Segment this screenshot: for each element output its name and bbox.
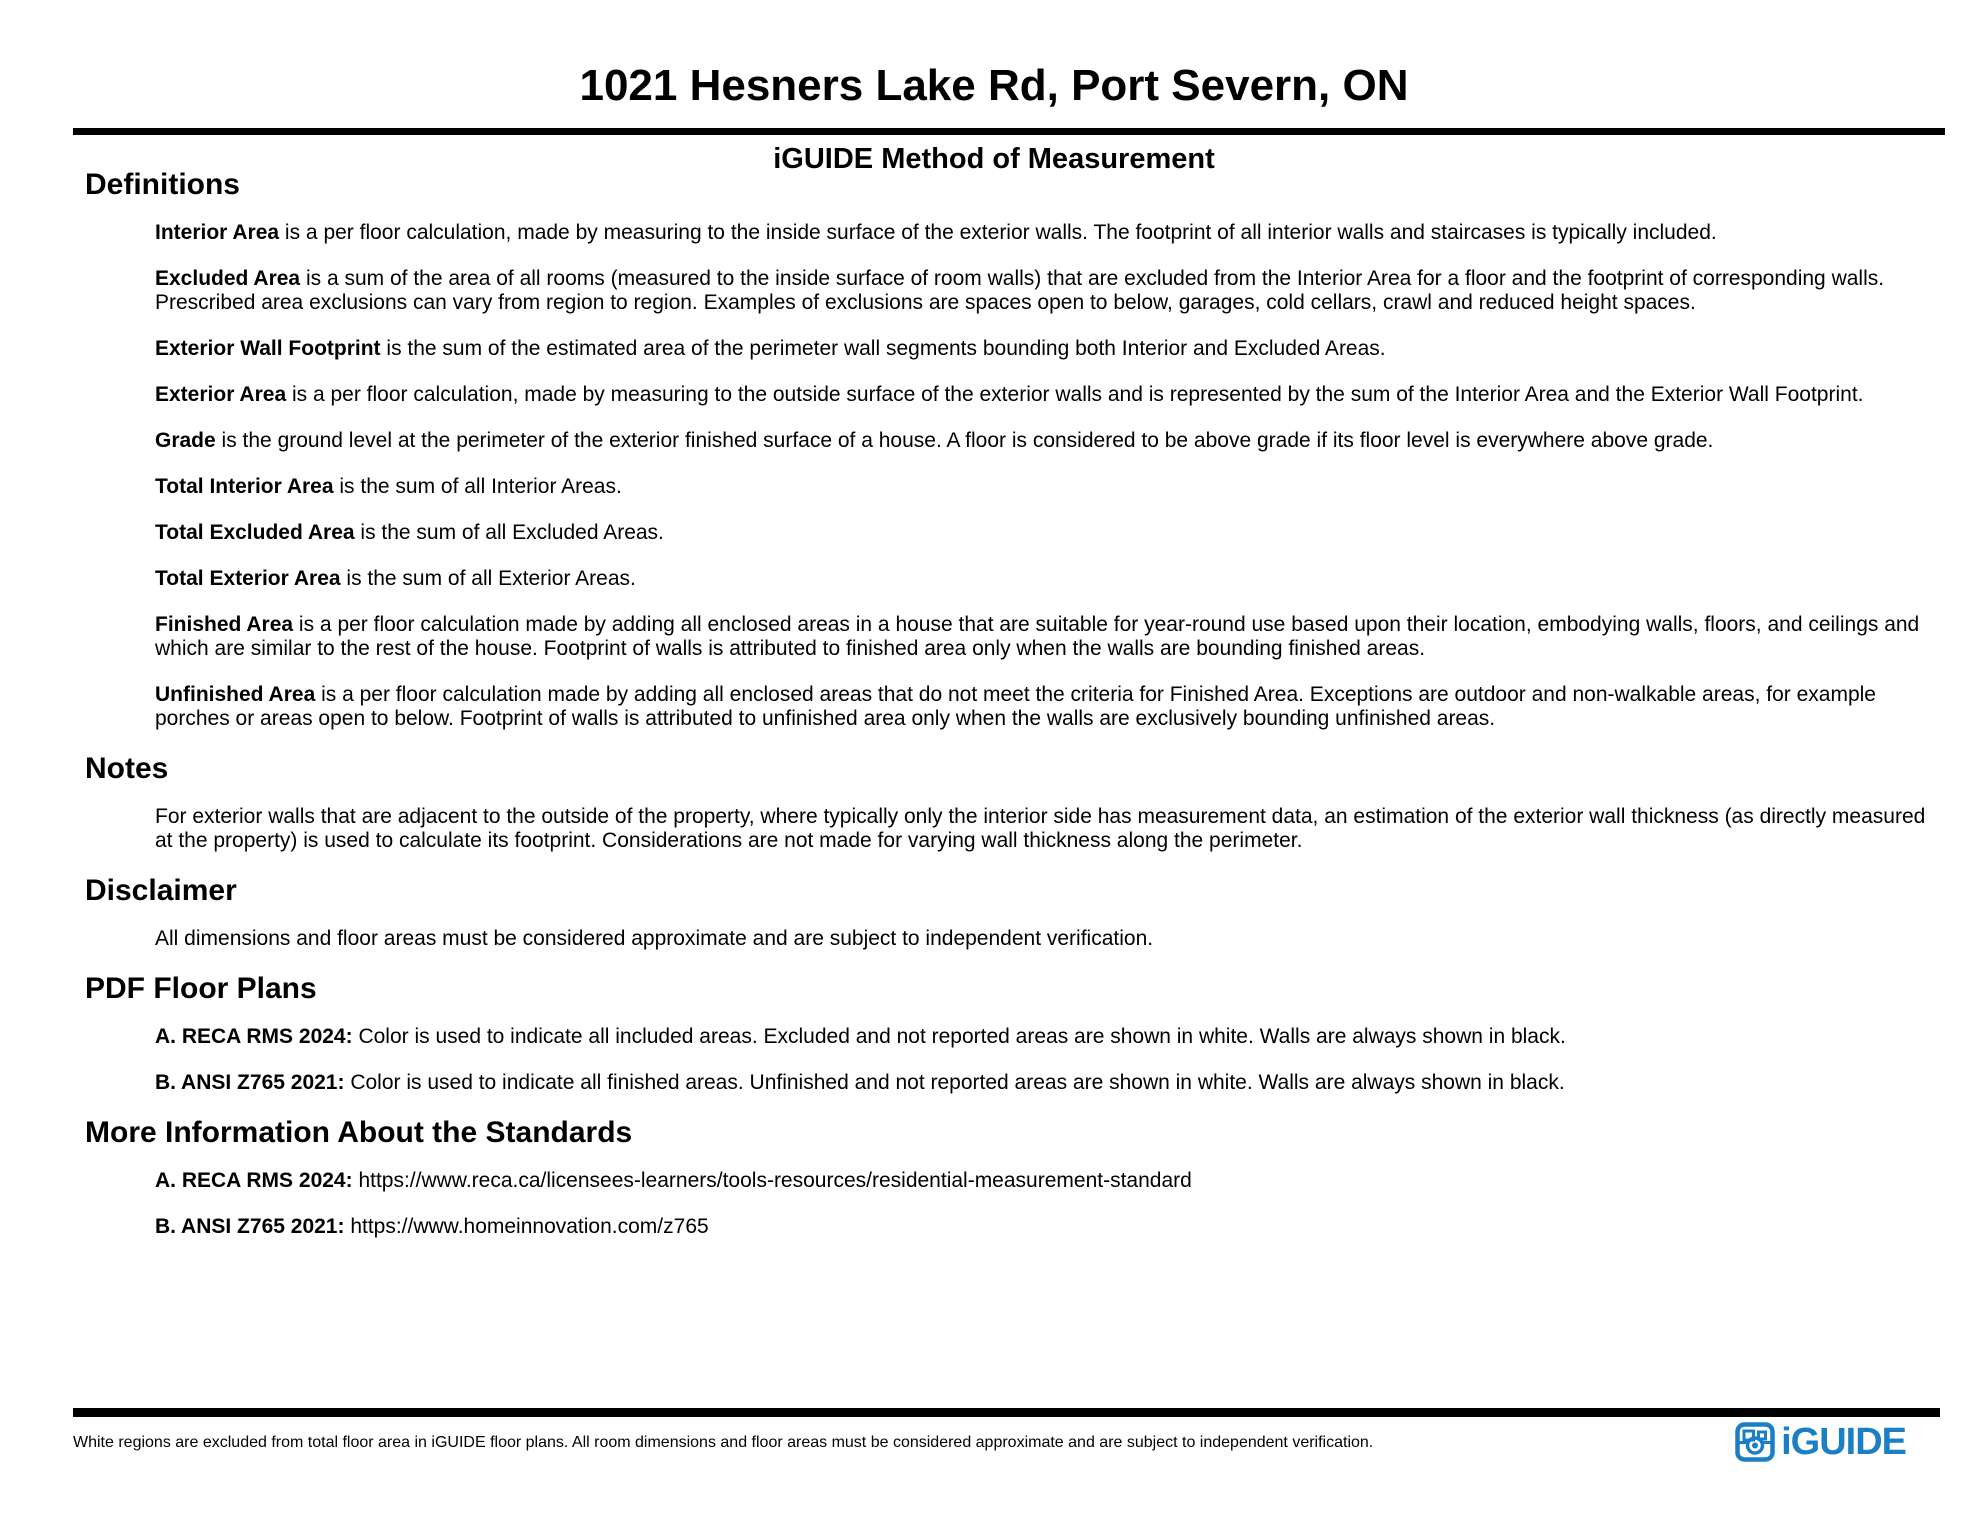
- section-more-information: [0, 1117, 1988, 1239]
- section-disclaimer: [0, 875, 1988, 951]
- definition-text: is a per floor calculation, made by measuring to the inside surface of the exterior walls. The footprint of all interior walls and staircases is typically included.: [279, 221, 1717, 244]
- definition-exterior-area: [155, 383, 1936, 407]
- definition-term: Exterior Wall Footprint: [155, 337, 381, 360]
- footer-note: White regions are excluded from total floor area in iGUIDE floor plans. All room dimensions and floor areas must be considered approximate and are subject to independent verification.: [73, 1434, 1374, 1451]
- definition-text: is the sum of the estimated area of the perimeter wall segments bounding both Interior and Excluded Areas.: [380, 337, 1386, 360]
- definition-text: is a per floor calculation made by adding all enclosed areas that do not meet the criteria for Finished Area. Exceptions are outdoor and non-walkable areas, for example porches or areas open to below. Footprint of walls is attributed to unfinished area only when the walls are exclusively bounding unfinished areas.: [155, 683, 1876, 730]
- more-information-item-b: [155, 1215, 1936, 1239]
- definition-exterior-wall-footprint: [155, 337, 1936, 361]
- pdf-floor-plans-item-a: [155, 1025, 1936, 1049]
- definition-term: Finished Area: [155, 613, 294, 636]
- standard-label: B. ANSI Z765 2021:: [155, 1071, 345, 1094]
- disclaimer-heading: Disclaimer: [85, 874, 237, 907]
- definition-text: is the sum of all Exterior Areas.: [340, 567, 636, 590]
- definition-excluded-area: [155, 267, 1936, 315]
- definition-term: Grade: [155, 429, 216, 452]
- definition-unfinished-area: [155, 683, 1936, 731]
- definition-text: is the sum of all Interior Areas.: [333, 475, 622, 498]
- definition-term: Excluded Area: [155, 267, 301, 290]
- definitions-heading: Definitions: [85, 168, 240, 201]
- standard-url: https://www.reca.ca/licensees-learners/tools-resources/residential-measurement-standard: [352, 1169, 1192, 1192]
- definition-grade: [155, 429, 1936, 453]
- standard-label: B. ANSI Z765 2021:: [155, 1215, 345, 1238]
- definition-total-interior-area: [155, 475, 1936, 499]
- standard-label: A. RECA RMS 2024:: [155, 1169, 353, 1192]
- pdf-floor-plans-heading: PDF Floor Plans: [85, 972, 317, 1005]
- document-body: [0, 169, 1988, 1239]
- iguide-camera-logo-icon: [1735, 1422, 1775, 1462]
- pdf-floor-plans-item-b: [155, 1071, 1936, 1095]
- iguide-logo-text: iGUIDE: [1781, 1421, 1906, 1463]
- definition-finished-area: [155, 613, 1936, 661]
- disclaimer-paragraph: All dimensions and floor areas must be considered approximate and are subject to independent verification.: [155, 927, 1154, 950]
- notes-heading: Notes: [85, 752, 169, 785]
- standard-label: A. RECA RMS 2024:: [155, 1025, 353, 1048]
- method-subtitle: iGUIDE Method of Measurement: [773, 143, 1215, 175]
- notes-paragraph: For exterior walls that are adjacent to the outside of the property, where typically only the interior side has measurement data, an estimation of the exterior wall thickness (as directly measured at the property) is used to calculate its footprint. Considerations are not made for varying wall thickness along the perimeter.: [155, 805, 1926, 852]
- header-divider: [73, 128, 1945, 135]
- more-information-item-a: [155, 1169, 1936, 1193]
- definition-total-exterior-area: [155, 567, 1936, 591]
- page-footer: [0, 1408, 1988, 1536]
- footer-divider: [73, 1408, 1940, 1417]
- more-information-heading: More Information About the Standards: [85, 1116, 633, 1149]
- section-definitions: [0, 169, 1988, 731]
- definition-term: Total Excluded Area: [155, 521, 355, 544]
- definition-text: is the ground level at the perimeter of the exterior finished surface of a house. A floor is considered to be above grade if its floor level is everywhere above grade.: [215, 429, 1714, 452]
- definition-term: Total Interior Area: [155, 475, 334, 498]
- standard-text: Color is used to indicate all included areas. Excluded and not reported areas are shown in white. Walls are always shown in black.: [352, 1025, 1566, 1048]
- definition-total-excluded-area: [155, 521, 1936, 545]
- definition-text: is a per floor calculation made by adding all enclosed areas in a house that are suitable for year-round use based upon their location, embodying walls, floors, and ceilings and which are similar to the rest of the house. Footprint of walls is attributed to finished area only when the walls are bounding finished areas.: [155, 613, 1920, 660]
- definition-term: Unfinished Area: [155, 683, 316, 706]
- definition-text: is the sum of all Excluded Areas.: [354, 521, 664, 544]
- definition-term: Exterior Area: [155, 383, 287, 406]
- definition-interior-area: [155, 221, 1936, 245]
- section-notes: [0, 753, 1988, 853]
- definition-text: is a per floor calculation, made by measuring to the outside surface of the exterior walls and is represented by the sum of the Interior Area and the Exterior Wall Footprint.: [286, 383, 1864, 406]
- definition-term: Total Exterior Area: [155, 567, 341, 590]
- standard-url: https://www.homeinnovation.com/z765: [344, 1215, 709, 1238]
- standard-text: Color is used to indicate all finished areas. Unfinished and not reported areas are shown in white. Walls are always shown in black.: [344, 1071, 1565, 1094]
- definition-text: is a sum of the area of all rooms (measured to the inside surface of room walls) that are excluded from the Interior Area for a floor and the footprint of corresponding walls. Prescribed area exclusions can vary from region to region. Examples of exclusions are spaces open to below, garages, cold cellars, crawl and reduced height spaces.: [155, 267, 1885, 314]
- page-header: [0, 61, 1988, 175]
- iguide-logo: [1735, 1422, 1906, 1462]
- page-title: 1021 Hesners Lake Rd, Port Severn, ON: [579, 61, 1409, 110]
- section-pdf-floor-plans: [0, 973, 1988, 1095]
- definition-term: Interior Area: [155, 221, 280, 244]
